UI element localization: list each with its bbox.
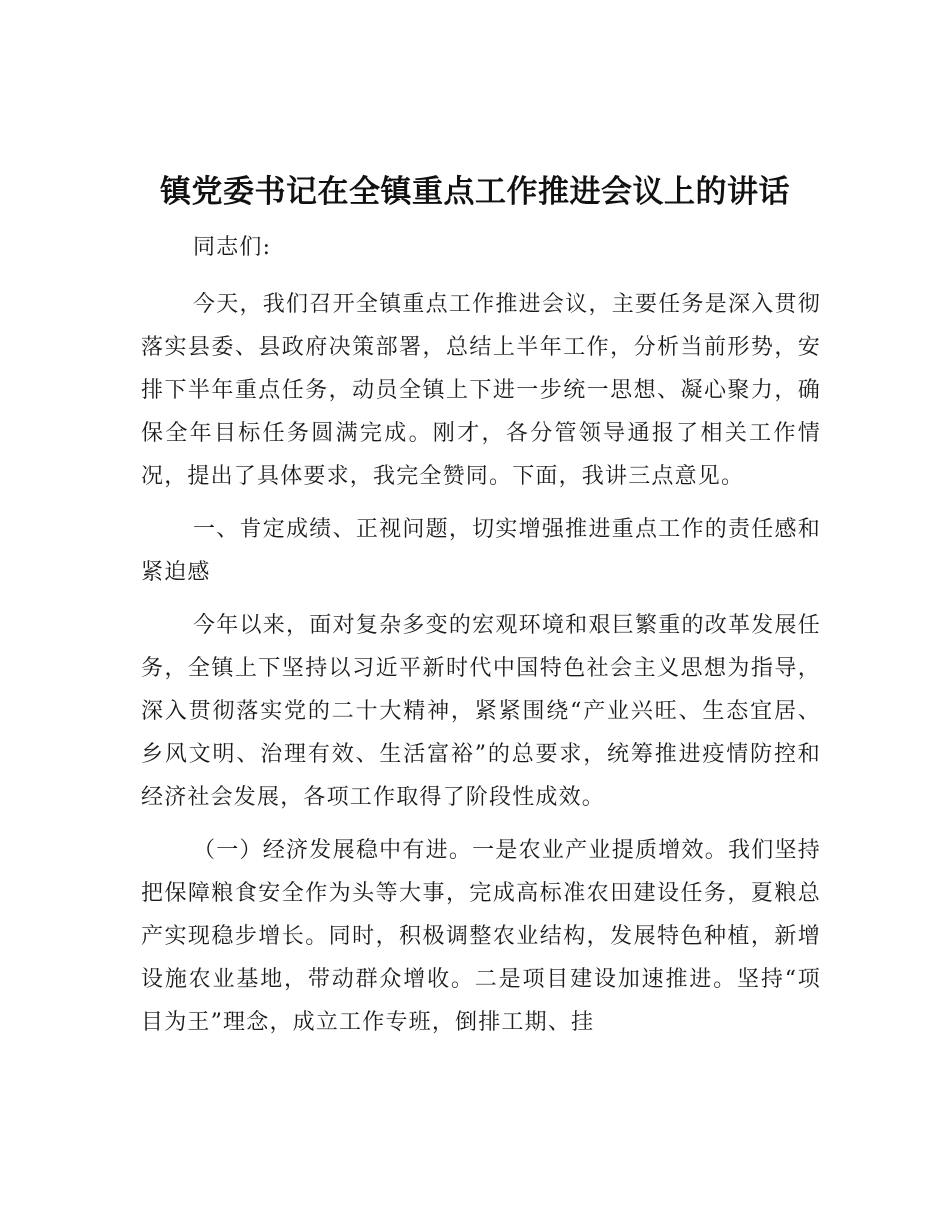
- paragraph-economy: （一）经济发展稳中有进。一是农业产业提质增效。我们坚持把保障粮食安全作为头等大事，完成高标准农田建设任务，夏粮总产实现稳步增长。同时，积极调整农业结构，发展特色种植，新增设施农业基地，带动群众增收。二是项目建设加速推进。坚持“项目为王”理念，成立工作专班，倒排工期、挂: [141, 838, 821, 1035]
- paragraph-opening: 今天，我们召开全镇重点工作推进会议，主要任务是深入贯彻落实县委、县政府决策部署，总结上半年工作，分析当前形势，安排下半年重点任务，动员全镇上下进一步统一思想、凝心聚力，确保全年目标任务圆满完成。刚才，各分管领导通报了相关工作情况，提出了具体要求，我完全赞同。下面，我讲三点意见。: [141, 292, 821, 489]
- section-heading-1: 一、肯定成绩、正视问题，切实增强推进重点工作的责任感和紧迫感: [141, 517, 821, 585]
- salutation: 同志们:: [193, 235, 272, 260]
- paragraph-achievements: 今年以来，面对复杂多变的宏观环境和艰巨繁重的改革发展任务，全镇上下坚持以习近平新时代中国特色社会主义思想为指导，深入贯彻落实党的二十大精神，紧紧围绕“产业兴旺、生态宜居、乡风文明、治理有效、生活富裕”的总要求，统筹推进疫情防控和经济社会发展，各项工作取得了阶段性成效。: [141, 613, 821, 810]
- document-title: 镇党委书记在全镇重点工作推进会议上的讲话: [160, 174, 790, 210]
- document-body: [141, 226, 821, 1054]
